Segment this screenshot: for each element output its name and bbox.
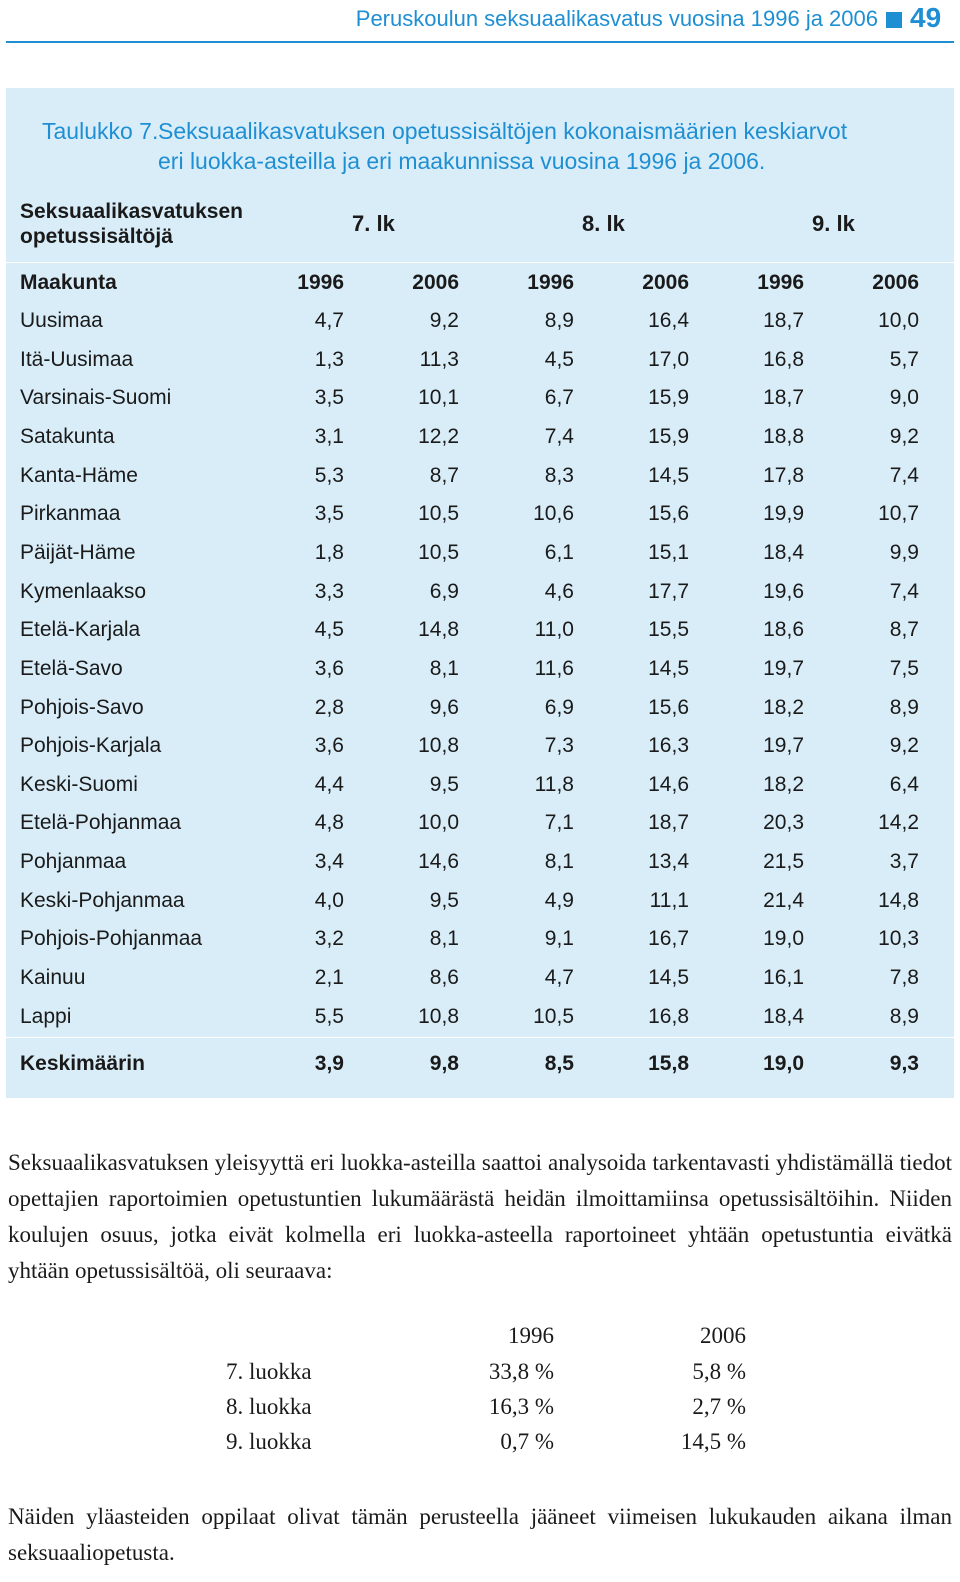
- table-cell: 10,5: [418, 502, 459, 526]
- table-cell: 8,1: [429, 927, 459, 951]
- table-cell: 10,5: [533, 1004, 574, 1028]
- region-name: Kanta-Häme: [20, 463, 138, 487]
- table-cell: 9,1: [544, 927, 574, 951]
- table-cell: 4,4: [314, 772, 344, 796]
- region-name: Kainuu: [20, 966, 86, 990]
- table-row: [0, 803, 960, 842]
- summary-row: [0, 1359, 960, 1393]
- table-cell: 8,6: [429, 966, 459, 990]
- table-cell: 16,1: [763, 966, 804, 990]
- table-cell: 9,3: [889, 1052, 919, 1075]
- region-name: Pohjois-Karjala: [20, 734, 162, 758]
- table-cell: 3,6: [314, 734, 344, 758]
- region-name: Pohjanmaa: [20, 850, 127, 874]
- table-divider: [6, 1037, 954, 1038]
- table-cell: 10,0: [878, 309, 919, 332]
- table-cell: 3,9: [314, 1052, 344, 1075]
- table-cell: 9,5: [429, 888, 459, 912]
- table-cell: 3,7: [889, 850, 919, 874]
- region-name: Keski-Suomi: [20, 772, 138, 796]
- table-cell: 14,8: [418, 618, 459, 642]
- table-cell: 9,2: [889, 424, 919, 448]
- column-header-year: 1996: [527, 271, 574, 294]
- table-row: [0, 842, 960, 881]
- table-row: [0, 765, 960, 804]
- table-cell: 18,2: [763, 772, 804, 796]
- table-cell: 7,4: [889, 579, 919, 603]
- table-cell: 16,8: [648, 1004, 689, 1028]
- table-row: [0, 456, 960, 495]
- table-cell: 8,9: [889, 1004, 919, 1028]
- table-cell: 10,5: [418, 540, 459, 564]
- table-cell: 8,7: [889, 618, 919, 642]
- table-row: [0, 688, 960, 727]
- table-cell: 4,0: [314, 888, 344, 912]
- table-row: [0, 610, 960, 649]
- column-header-year: 2006: [872, 271, 919, 294]
- table-cell: 18,2: [763, 695, 804, 719]
- table-cell: 16,3: [648, 734, 689, 758]
- table-cell: 8,1: [429, 656, 459, 680]
- table-cell: 19,0: [763, 1052, 804, 1075]
- table-cell: 9,0: [889, 386, 919, 410]
- grade-header-7: 7. lk: [352, 211, 395, 236]
- table-cell: 4,9: [544, 888, 574, 912]
- table-cell: 9,5: [429, 772, 459, 796]
- summary-row-label: 8. luokka: [226, 1394, 312, 1419]
- table-row: [0, 301, 960, 340]
- table-caption-line1: Seksuaalikasvatuksen opetussisältöjen kokonaismäärien keskiarvot: [158, 118, 848, 144]
- summary-row-label: 7. luokka: [226, 1359, 312, 1384]
- region-name: Satakunta: [20, 424, 115, 448]
- table-row: [0, 494, 960, 533]
- table-cell: 8,7: [429, 463, 459, 487]
- table-cell: 9,6: [429, 695, 459, 719]
- table-cell: 3,3: [314, 579, 344, 603]
- table-cell: 19,7: [763, 734, 804, 758]
- table-cell: 15,6: [648, 695, 689, 719]
- table-header-row: [0, 263, 960, 302]
- table-row: [0, 533, 960, 572]
- table-cell: 18,7: [763, 309, 804, 332]
- table-cell: 11,6: [534, 656, 574, 680]
- table-cell: 3,6: [314, 656, 344, 680]
- region-name: Keskimäärin: [20, 1052, 145, 1075]
- table-cell: 19,9: [763, 502, 804, 526]
- summary-table-header: [0, 1323, 960, 1357]
- table-cell: 18,7: [648, 811, 689, 835]
- table-cell: 19,6: [763, 579, 804, 603]
- table-cell: 6,4: [889, 772, 919, 796]
- table-cell: 9,2: [889, 734, 919, 758]
- table-cell: 5,5: [314, 1004, 344, 1028]
- table-cell: 15,8: [648, 1052, 689, 1075]
- table-cell: 15,9: [648, 386, 689, 410]
- table-cell: 14,5: [648, 463, 689, 487]
- table-cell: 18,4: [763, 540, 804, 564]
- table-cell: 11,8: [534, 772, 574, 796]
- column-header-year: 2006: [642, 271, 689, 294]
- table-cell: 6,9: [429, 579, 459, 603]
- summary-value: 14,5 %: [680, 1429, 746, 1454]
- table-cell: 14,6: [648, 772, 689, 796]
- table-cell: 18,4: [763, 1004, 804, 1028]
- table-cell: 5,7: [889, 347, 919, 371]
- table-cell: 19,0: [763, 927, 804, 951]
- table-cell: 10,8: [418, 734, 459, 758]
- column-header-maakunta: Maakunta: [20, 271, 117, 294]
- running-title: Peruskoulun seksuaalikasvatus vuosina 1996 ja 2006: [355, 6, 878, 31]
- summary-value: 2,7 %: [692, 1394, 746, 1419]
- region-name: Etelä-Karjala: [20, 618, 141, 642]
- region-name: Lappi: [20, 1004, 72, 1028]
- table-cell: 11,1: [649, 888, 689, 912]
- body-paragraph: Seksuaalikasvatuksen yleisyyttä eri luokka-asteilla saattoi analysoida tarkentavasti yhdistämällä tiedot opettajien raportoimien opetustuntien lukumäärästä heidän ilmoittamiinsa opetussisältöihin. Niiden koulujen osuus, jotka eivät kolmella eri luokka-asteella raportoineet yhtään opetustuntia eivätkä yhtään opetussisältöä, oli seuraava:: [8, 1150, 952, 1283]
- table-cell: 3,1: [314, 424, 344, 448]
- grade-header-8: 8. lk: [582, 211, 625, 236]
- summary-year-2006: 2006: [700, 1323, 746, 1348]
- table-row: [0, 378, 960, 417]
- table-cell: 18,7: [763, 386, 804, 410]
- table-cell: 20,3: [763, 811, 804, 835]
- region-name: Uusimaa: [20, 309, 103, 332]
- table-cell: 14,5: [648, 966, 689, 990]
- table-cell: 15,9: [648, 424, 689, 448]
- table-average-row: [0, 1044, 960, 1083]
- table-cell: 2,1: [314, 966, 344, 990]
- table-cell: 7,3: [544, 734, 574, 758]
- table-cell: 3,4: [314, 850, 344, 874]
- region-name: Pirkanmaa: [20, 502, 121, 526]
- table-caption-line2: eri luokka-asteilla ja eri maakunnissa vuosina 1996 ja 2006.: [158, 148, 766, 174]
- table-cell: 11,0: [534, 618, 574, 642]
- table-cell: 10,6: [533, 502, 574, 526]
- table-cell: 9,2: [429, 309, 459, 332]
- table-cell: 1,8: [314, 540, 344, 564]
- table-cell: 21,5: [763, 850, 804, 874]
- table-cell: 14,8: [878, 888, 919, 912]
- table-cell: 7,1: [544, 811, 574, 835]
- table-row: [0, 417, 960, 456]
- table-cell: 8,9: [889, 695, 919, 719]
- table-cell: 15,6: [648, 502, 689, 526]
- table-cell: 9,9: [889, 540, 919, 564]
- table-cell: 5,3: [314, 463, 344, 487]
- group-label-line2: opetussisältöjä: [20, 225, 173, 248]
- column-header-year: 1996: [297, 271, 344, 294]
- summary-year-1996: 1996: [508, 1323, 554, 1348]
- region-name: Pohjois-Savo: [20, 695, 144, 719]
- table-cell: 7,4: [889, 463, 919, 487]
- table-cell: 9,8: [429, 1052, 459, 1075]
- table-row: [0, 340, 960, 379]
- table-cell: 10,7: [878, 502, 919, 526]
- table-cell: 16,4: [648, 309, 689, 332]
- summary-row: [0, 1394, 960, 1428]
- table-cell: 18,8: [763, 424, 804, 448]
- table-cell: 4,5: [314, 618, 344, 642]
- table-cell: 3,5: [314, 386, 344, 410]
- table-cell: 10,3: [878, 927, 919, 951]
- table-row: [0, 997, 960, 1036]
- table-cell: 15,1: [648, 540, 689, 564]
- group-label: [20, 199, 280, 249]
- table-cell: 17,7: [648, 579, 689, 603]
- summary-value: 33,8 %: [488, 1359, 554, 1384]
- summary-value: 0,7 %: [500, 1429, 554, 1454]
- page-number: 49: [910, 2, 942, 33]
- table-cell: 1,3: [314, 347, 344, 371]
- region-name: Etelä-Pohjanmaa: [20, 811, 182, 835]
- region-name: Pohjois-Pohjanmaa: [20, 927, 203, 951]
- page-header: [0, 0, 960, 42]
- table-cell: 8,9: [544, 309, 574, 332]
- table-cell: 21,4: [763, 888, 804, 912]
- region-name: Päijät-Häme: [20, 540, 136, 564]
- table-cell: 4,7: [314, 309, 344, 332]
- table-row: [0, 726, 960, 765]
- table-cell: 6,9: [544, 695, 574, 719]
- summary-row: [0, 1429, 960, 1463]
- table-caption-number: Taulukko 7.: [42, 118, 159, 144]
- table-cell: 7,5: [889, 656, 919, 680]
- region-name: Varsinais-Suomi: [20, 386, 172, 410]
- table-cell: 14,2: [878, 811, 919, 835]
- table-cell: 16,7: [648, 927, 689, 951]
- table-row: [0, 572, 960, 611]
- table-cell: 10,1: [418, 386, 459, 410]
- table-row: [0, 881, 960, 920]
- table-row: [0, 919, 960, 958]
- summary-value: 5,8 %: [692, 1359, 746, 1384]
- table-cell: 6,1: [544, 540, 574, 564]
- table-cell: 17,8: [763, 463, 804, 487]
- table-cell: 3,5: [314, 502, 344, 526]
- region-name: Itä-Uusimaa: [20, 347, 134, 371]
- table-cell: 19,7: [763, 656, 804, 680]
- group-label-line1: Seksuaalikasvatuksen: [20, 200, 243, 223]
- table-cell: 2,8: [314, 695, 344, 719]
- region-name: Kymenlaakso: [20, 579, 147, 603]
- table-cell: 4,8: [314, 811, 344, 835]
- closing-paragraph: Näiden yläasteiden oppilaat olivat tämän perusteella jääneet viimeisen lukukauden aikana ilman seksuaaliopetusta.: [8, 1504, 952, 1565]
- table-cell: 8,5: [544, 1052, 574, 1075]
- region-name: Keski-Pohjanmaa: [20, 888, 185, 912]
- header-divider: [6, 41, 954, 43]
- table-row: [0, 649, 960, 688]
- table-cell: 18,6: [763, 618, 804, 642]
- summary-row-label: 9. luokka: [226, 1429, 312, 1454]
- table-cell: 8,1: [544, 850, 574, 874]
- column-header-year: 2006: [412, 271, 459, 294]
- grade-header-9: 9. lk: [812, 211, 855, 236]
- table-cell: 7,4: [544, 424, 574, 448]
- region-name: Etelä-Savo: [20, 656, 123, 680]
- table-cell: 13,4: [648, 850, 689, 874]
- table-cell: 8,3: [544, 463, 574, 487]
- table-cell: 14,6: [418, 850, 459, 874]
- table-cell: 4,5: [544, 347, 574, 371]
- table-cell: 10,0: [418, 811, 459, 835]
- table-cell: 14,5: [648, 656, 689, 680]
- table-cell: 15,5: [648, 618, 689, 642]
- column-header-year: 1996: [757, 271, 804, 294]
- summary-value: 16,3 %: [488, 1394, 554, 1419]
- table-cell: 7,8: [889, 966, 919, 990]
- table-cell: 6,7: [544, 386, 574, 410]
- table-cell: 10,8: [418, 1004, 459, 1028]
- table-cell: 4,7: [544, 966, 574, 990]
- table-cell: 12,2: [418, 424, 459, 448]
- table-cell: 11,3: [419, 347, 459, 371]
- square-bullet-icon: [886, 12, 902, 28]
- table-row: [0, 958, 960, 997]
- table-cell: 4,6: [544, 579, 574, 603]
- table-cell: 17,0: [648, 347, 689, 371]
- table-cell: 3,2: [314, 927, 344, 951]
- table-cell: 16,8: [763, 347, 804, 371]
